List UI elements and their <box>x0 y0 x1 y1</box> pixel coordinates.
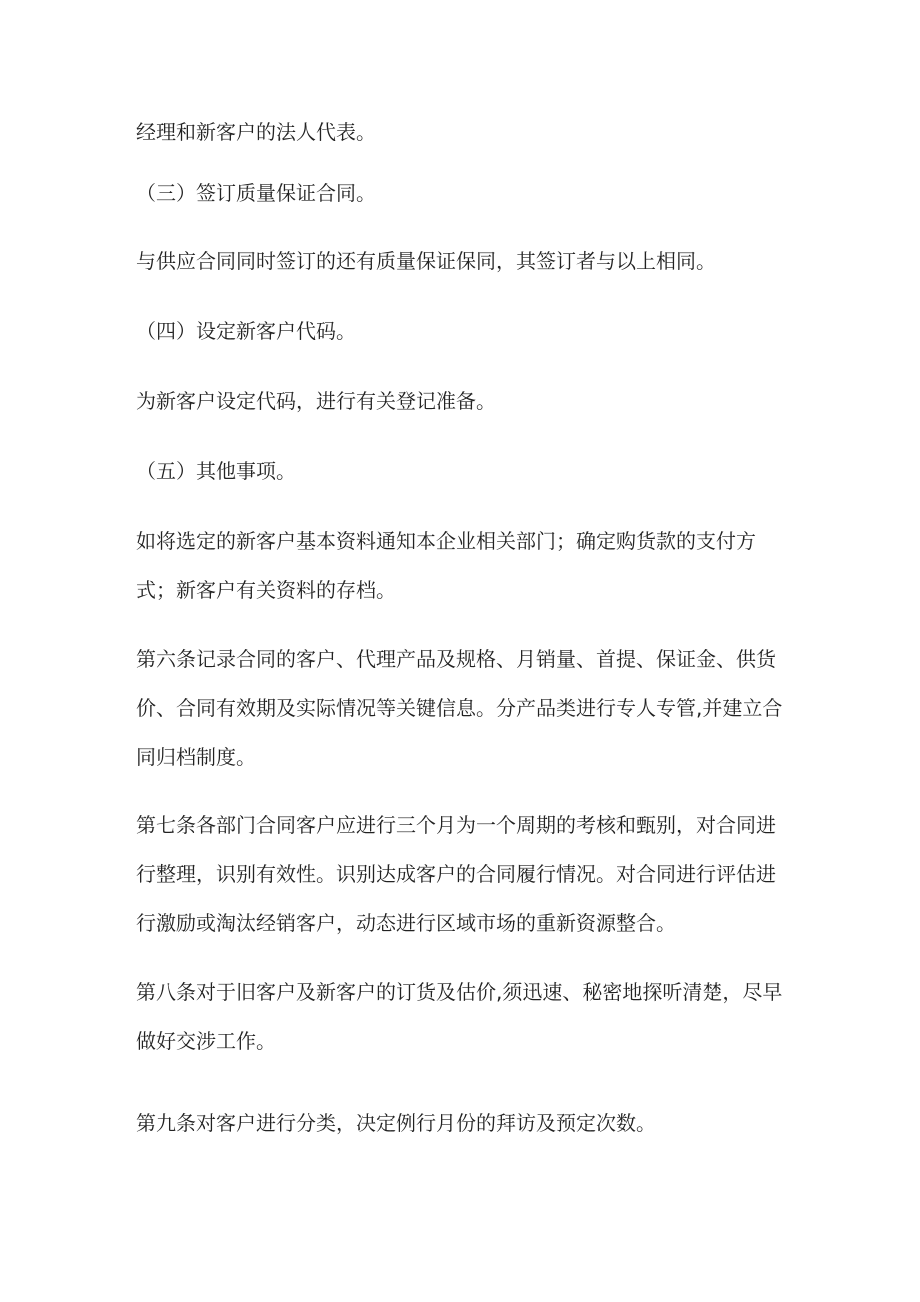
text-line: 与供应合同同时签订的还有质量保证保同，其签订者与以上相同。 <box>136 249 716 273</box>
text-line: 行激励或淘汰经销客户，动态进行区域市场的重新资源整合。 <box>136 911 676 935</box>
text-line: 第七条各部门合同客户应进行三个月为一个周期的考核和甄别，对合同进 <box>136 813 776 837</box>
section-heading: （四）设定新客户代码。 <box>136 319 356 343</box>
section-heading: （五）其他事项。 <box>136 459 296 483</box>
text-line: 第六条记录合同的客户、代理产品及规格、月销量、首提、保证金、供货 <box>136 647 776 671</box>
text-line: 经理和新客户的法人代表。 <box>136 120 376 144</box>
text-line: 第八条对于旧客户及新客户的订货及估价,须迅速、秘密地探听清楚，尽早 <box>136 980 783 1004</box>
text-line: 第九条对客户进行分类，决定例行月份的拜访及预定次数。 <box>136 1111 656 1135</box>
text-line: 价、合同有效期及实际情况等关键信息。分产品类进行专人专管,并建立合 <box>136 696 783 720</box>
text-line: 行整理，识别有效性。识别达成客户的合同履行情况。对合同进行评估进 <box>136 862 776 886</box>
text-line: 做好交涉工作。 <box>136 1029 276 1053</box>
text-line: 为新客户设定代码，进行有关登记准备。 <box>136 389 496 413</box>
text-line: 同归档制度。 <box>136 745 256 769</box>
text-line: 如将选定的新客户基本资料通知本企业相关部门；确定购货款的支付方 <box>136 529 756 553</box>
section-heading: （三）签订质量保证合同。 <box>136 181 376 205</box>
text-line: 式；新客户有关资料的存档。 <box>136 578 396 602</box>
